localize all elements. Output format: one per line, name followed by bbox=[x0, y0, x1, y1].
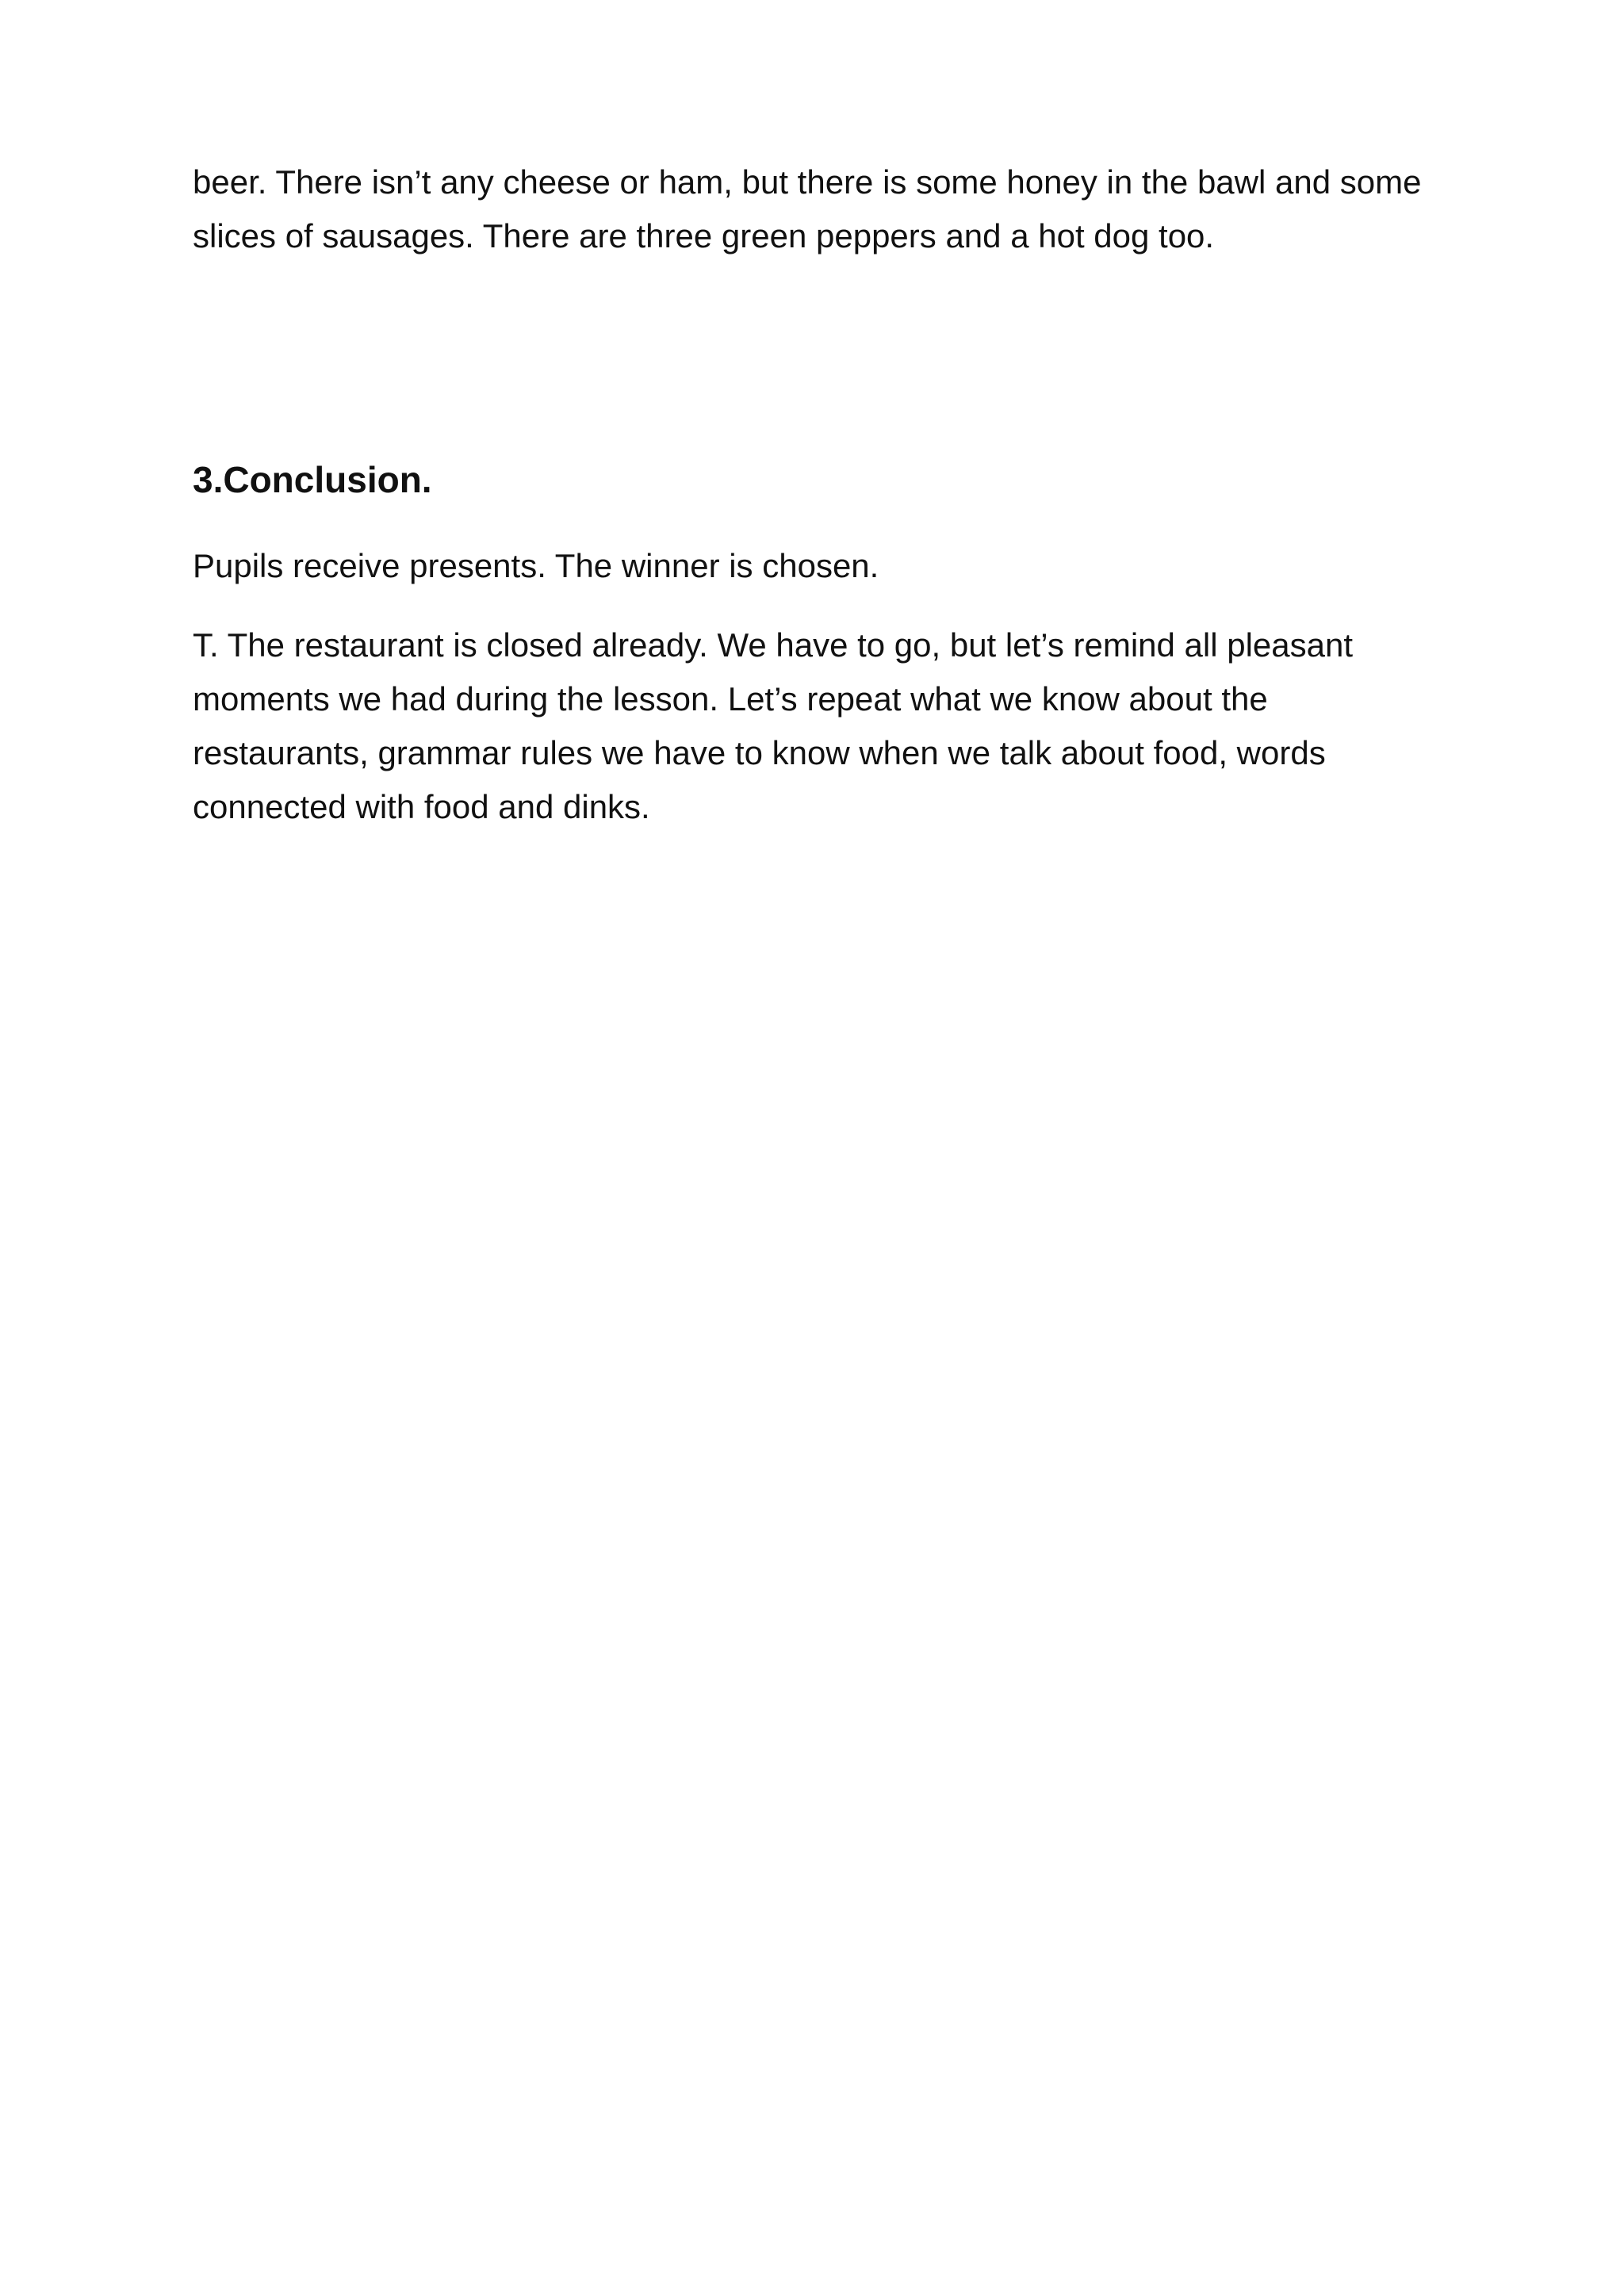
conclusion-paragraph-2 bbox=[193, 618, 1525, 834]
paragraph-line: moments we had during the lesson. Let’s repeat what we know about the bbox=[193, 680, 1268, 718]
conclusion-paragraph-1: Pupils receive presents. The winner is chosen. bbox=[193, 547, 879, 584]
intro-paragraph bbox=[193, 155, 1525, 263]
intro-line: slices of sausages. There are three green peppers and a hot dog too. bbox=[193, 217, 1215, 254]
paragraph-line: T. The restaurant is closed already. We have to go, but let’s remind all pleasant bbox=[193, 626, 1354, 664]
paragraph-line: connected with food and dinks. bbox=[193, 788, 650, 825]
paragraph-line: restaurants, grammar rules we have to know when we talk about food, words bbox=[193, 734, 1326, 771]
section-heading: 3.Conclusion. bbox=[193, 459, 432, 500]
intro-line: beer. There isn’t any cheese or ham, but there is some honey in the bawl and some bbox=[193, 163, 1422, 201]
